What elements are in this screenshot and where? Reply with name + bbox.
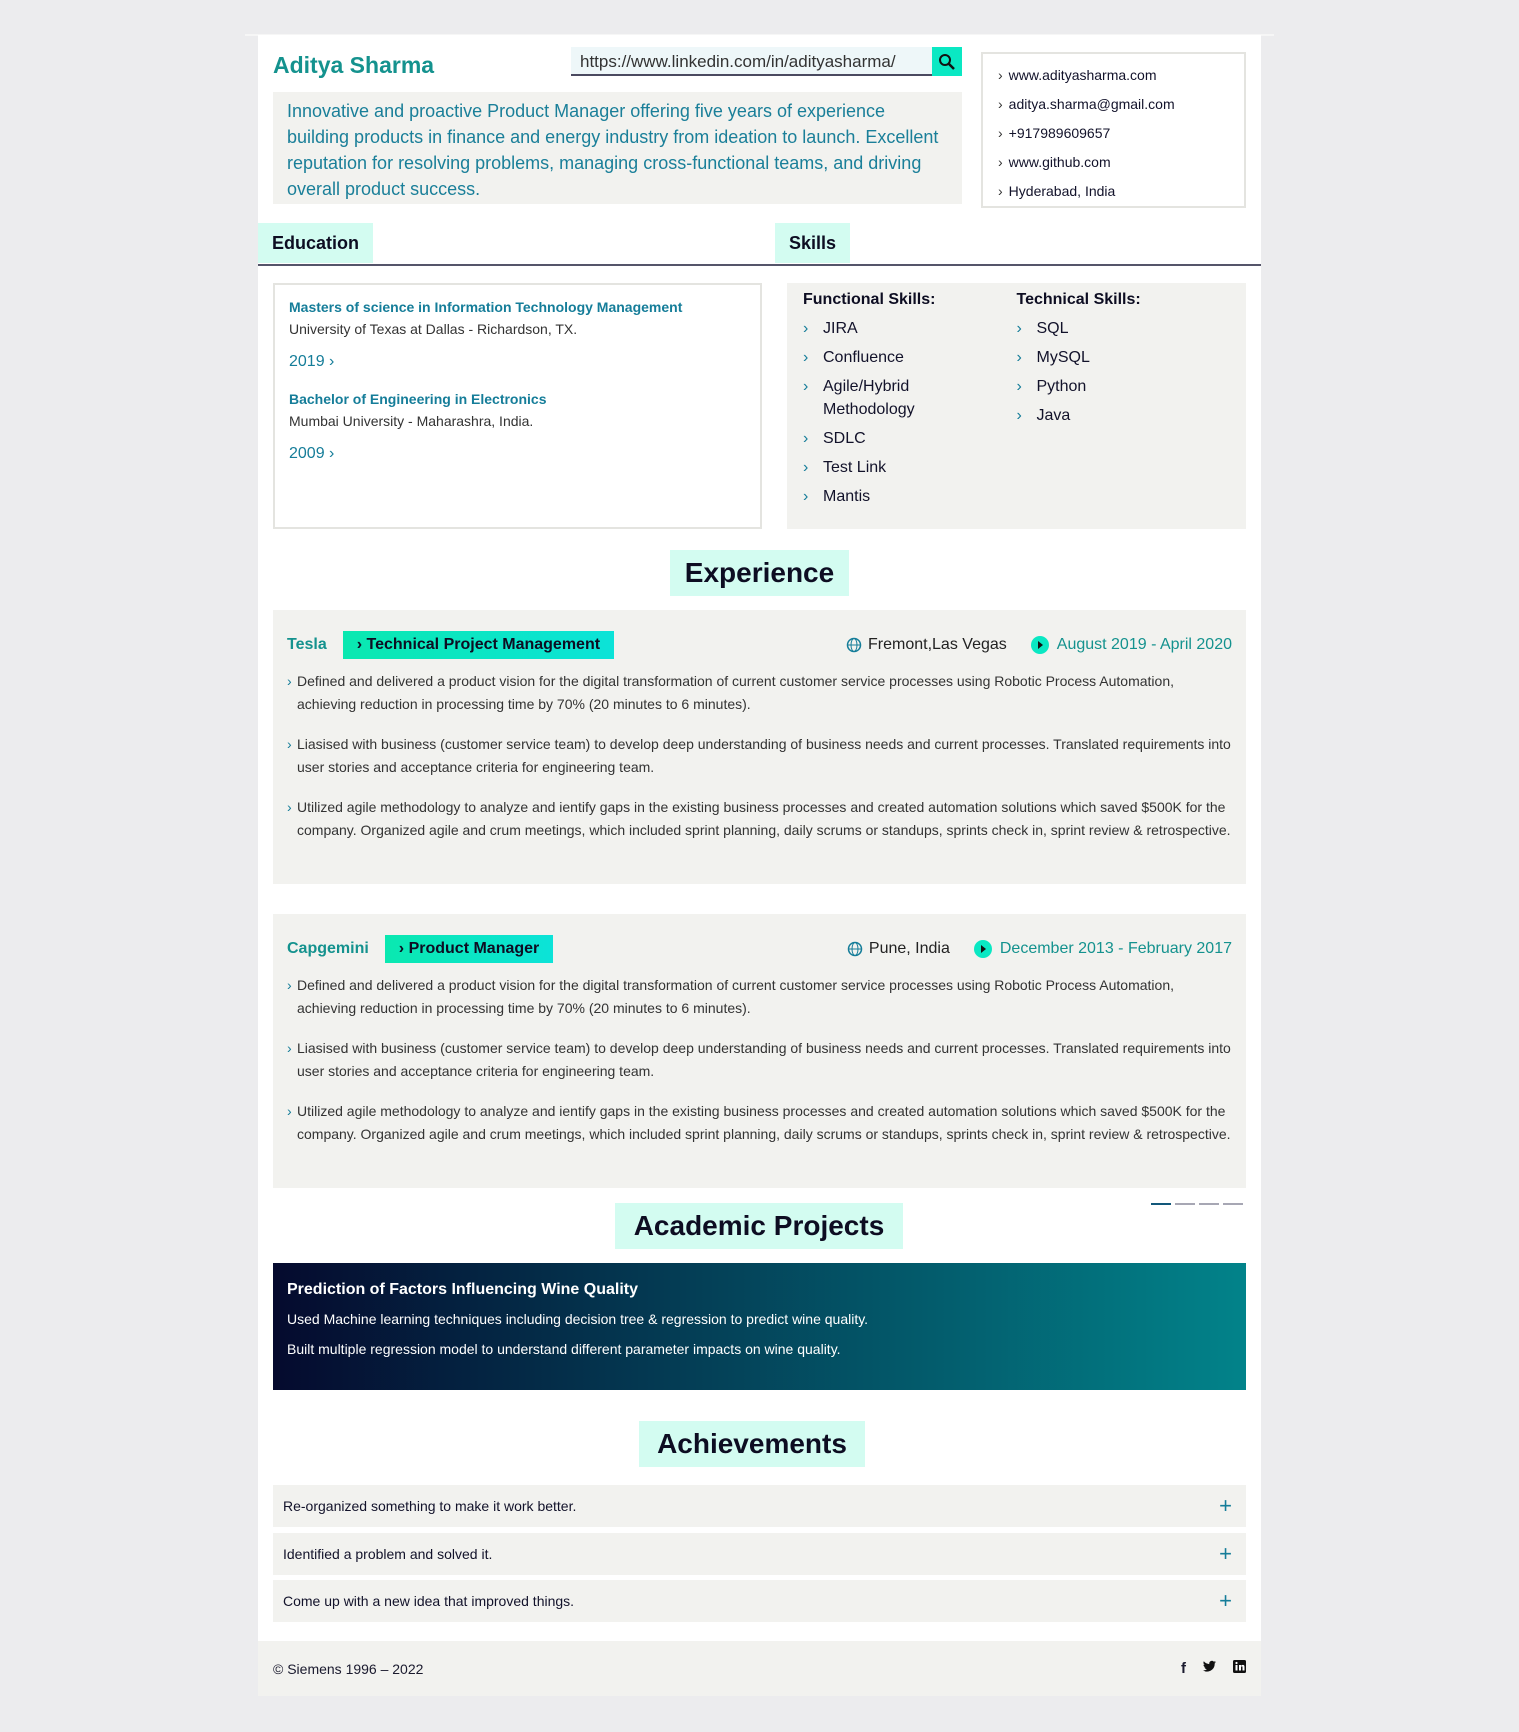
copyright: © Siemens 1996 – 2022 <box>273 1660 424 1677</box>
experience-bullet: › Utilized agile methodology to analyze and ientify gaps in the existing business processes and created automation solutions which saved $500K for the company. Organized agile and crum meetings, which included sprint planning, daily scrums or standups, sprints check in, sprint review & retrospective. <box>287 1100 1232 1146</box>
experience-bullet: › Defined and delivered a product vision for the digital transformation of current customer service processes using Robotic Process Automation, achieving reduction in processing time by 70% (20 minutes to 6 minutes). <box>287 974 1232 1020</box>
chevron-right-icon: › <box>1016 320 1022 337</box>
chevron-right-icon: › <box>803 320 809 337</box>
skill-item: › Confluence <box>803 346 1017 369</box>
degree-title: Bachelor of Engineering in Electronics <box>289 391 547 407</box>
achievement-item[interactable] <box>273 1533 1246 1575</box>
technical-skills-title: Technical Skills: <box>1016 291 1141 308</box>
play-circle-icon <box>1031 636 1049 654</box>
achievement-text: Re-organized something to make it work better. <box>283 1498 577 1514</box>
skills-box <box>787 283 1246 529</box>
chevron-right-icon: › <box>287 799 292 815</box>
facebook-icon[interactable]: f <box>1181 1660 1186 1677</box>
job-dates: December 2013 - February 2017 <box>974 940 1232 958</box>
job-location: Fremont,Las Vegas <box>846 636 1007 654</box>
skill-item: › SDLC <box>803 427 1017 450</box>
linkedin-url-input[interactable]: https://www.linkedin.com/in/adityasharma/ <box>571 47 932 76</box>
project-title: Prediction of Factors Influencing Wine Quality <box>287 1281 638 1298</box>
search-icon <box>938 53 956 71</box>
chevron-right-icon: › <box>803 488 809 505</box>
chevron-right-icon: › <box>803 378 809 395</box>
chevron-right-icon: › <box>803 430 809 447</box>
contact-text: www.adityasharma.com <box>1008 67 1157 83</box>
contact-text: aditya.sharma@gmail.com <box>1008 96 1175 112</box>
chevron-right-icon: › <box>998 96 1003 112</box>
search-button[interactable] <box>932 47 962 76</box>
globe-icon <box>846 637 862 653</box>
achievements-heading: Achievements <box>639 1421 865 1467</box>
footer <box>258 1641 1261 1696</box>
education-year[interactable]: 2019 › <box>289 353 335 370</box>
chevron-right-icon: › <box>998 125 1003 141</box>
academic-projects-heading: Academic Projects <box>615 1203 903 1249</box>
chevron-right-icon: › <box>803 459 809 476</box>
job-location: Pune, India <box>847 940 950 958</box>
skill-item: › JIRA <box>803 317 1017 340</box>
chevron-right-icon: › <box>287 736 292 752</box>
carousel-dot[interactable] <box>1151 1203 1171 1205</box>
role-badge: › Technical Project Management <box>343 631 614 659</box>
university: Mumbai University - Maharashra, India. <box>289 413 534 429</box>
chevron-right-icon: › <box>998 183 1003 199</box>
chevron-right-icon: › <box>998 67 1003 83</box>
chevron-right-icon: › <box>287 1040 292 1056</box>
contact-location <box>998 177 1229 206</box>
social-links <box>1181 1660 1246 1677</box>
chevron-right-icon: › <box>287 673 292 689</box>
summary: Innovative and proactive Product Manager offering five years of experience building products in finance and energy industry from ideation to launch. Excellent reputation for resolving problems, managing cross-functional teams, and driving overall product success. <box>273 92 962 204</box>
project-line: Built multiple regression model to understand different parameter impacts on wine quality. <box>287 1341 841 1357</box>
chevron-right-icon: › <box>1016 407 1022 424</box>
skill-item: › Mantis <box>803 485 1017 508</box>
carousel-indicators <box>1151 1203 1243 1205</box>
experience-card <box>273 610 1246 884</box>
contact-text: Hyderabad, India <box>1008 183 1116 199</box>
company-name: Capgemini <box>287 940 369 957</box>
experience-bullet: › Defined and delivered a product vision for the digital transformation of current customer service processes using Robotic Process Automation, achieving reduction in processing time by 70% (20 minutes to 6 minutes). <box>287 670 1232 716</box>
contact-website[interactable] <box>998 61 1229 90</box>
carousel-dot[interactable] <box>1223 1203 1243 1205</box>
skill-item: › Agile/Hybrid Methodology <box>803 375 943 421</box>
technical-skills <box>1017 291 1231 521</box>
chevron-right-icon: › <box>998 154 1003 170</box>
chevron-right-icon: › <box>803 349 809 366</box>
skill-item: › MySQL <box>1017 346 1231 369</box>
project-card <box>273 1263 1246 1390</box>
skill-item: › Python <box>1017 375 1231 398</box>
contact-github[interactable] <box>998 148 1229 177</box>
plus-icon[interactable]: + <box>1219 1588 1232 1613</box>
chevron-right-icon: › <box>287 977 292 993</box>
twitter-icon[interactable] <box>1202 1660 1217 1674</box>
education-year[interactable]: 2009 › <box>289 445 335 462</box>
linkedin-icon[interactable] <box>1233 1660 1246 1673</box>
project-line: Used Machine learning techniques including decision tree & regression to predict wine quality. <box>287 1311 869 1327</box>
company-name: Tesla <box>287 636 327 653</box>
achievement-item[interactable] <box>273 1485 1246 1527</box>
contact-box <box>981 52 1246 208</box>
tab-skills[interactable]: Skills <box>775 223 850 263</box>
university: University of Texas at Dallas - Richardson, TX. <box>289 321 578 337</box>
experience-bullet: › Liasised with business (customer service team) to develop deep understanding of business needs and current processes. Translated requirements into user stories and acceptance criteria for engineering team. <box>287 733 1232 779</box>
tab-education[interactable]: Education <box>258 223 373 263</box>
carousel-dot[interactable] <box>1199 1203 1219 1205</box>
experience-bullet: › Liasised with business (customer service team) to develop deep understanding of business needs and current processes. Translated requirements into user stories and acceptance criteria for engineering team. <box>287 1037 1232 1083</box>
achievement-text: Come up with a new idea that improved things. <box>283 1593 575 1609</box>
plus-icon[interactable]: + <box>1219 1541 1232 1566</box>
functional-skills-title: Functional Skills: <box>803 291 936 308</box>
chevron-right-icon: › <box>1016 349 1022 366</box>
achievement-text: Identified a problem and solved it. <box>283 1546 493 1562</box>
experience-card <box>273 914 1246 1188</box>
section-divider <box>258 264 1261 266</box>
skill-item: › Java <box>1017 404 1231 427</box>
job-dates: August 2019 - April 2020 <box>1031 636 1232 654</box>
contact-email[interactable] <box>998 90 1229 119</box>
experience-bullet: › Utilized agile methodology to analyze and ientify gaps in the existing business processes and created automation solutions which saved $500K for the company. Organized agile and crum meetings, which included sprint planning, daily scrums or standups, sprints check in, sprint review & retrospective. <box>287 796 1232 842</box>
plus-icon[interactable]: + <box>1219 1493 1232 1518</box>
contact-text: +917989609657 <box>1008 125 1111 141</box>
contact-phone[interactable] <box>998 119 1229 148</box>
skill-item: › Test Link <box>803 456 1017 479</box>
skill-item: › SQL <box>1017 317 1231 340</box>
contact-text: www.github.com <box>1008 154 1111 170</box>
education-box <box>273 283 762 529</box>
functional-skills <box>803 291 1017 521</box>
experience-heading: Experience <box>670 550 849 596</box>
globe-icon <box>847 941 863 957</box>
chevron-right-icon: › <box>1016 378 1022 395</box>
chevron-right-icon: › <box>287 1103 292 1119</box>
achievement-item[interactable] <box>273 1580 1246 1622</box>
play-circle-icon <box>974 940 992 958</box>
role-badge: › Product Manager <box>385 935 553 963</box>
carousel-dot[interactable] <box>1175 1203 1195 1205</box>
candidate-name: Aditya Sharma <box>273 52 435 78</box>
degree-title: Masters of science in Information Technology Management <box>289 299 683 315</box>
